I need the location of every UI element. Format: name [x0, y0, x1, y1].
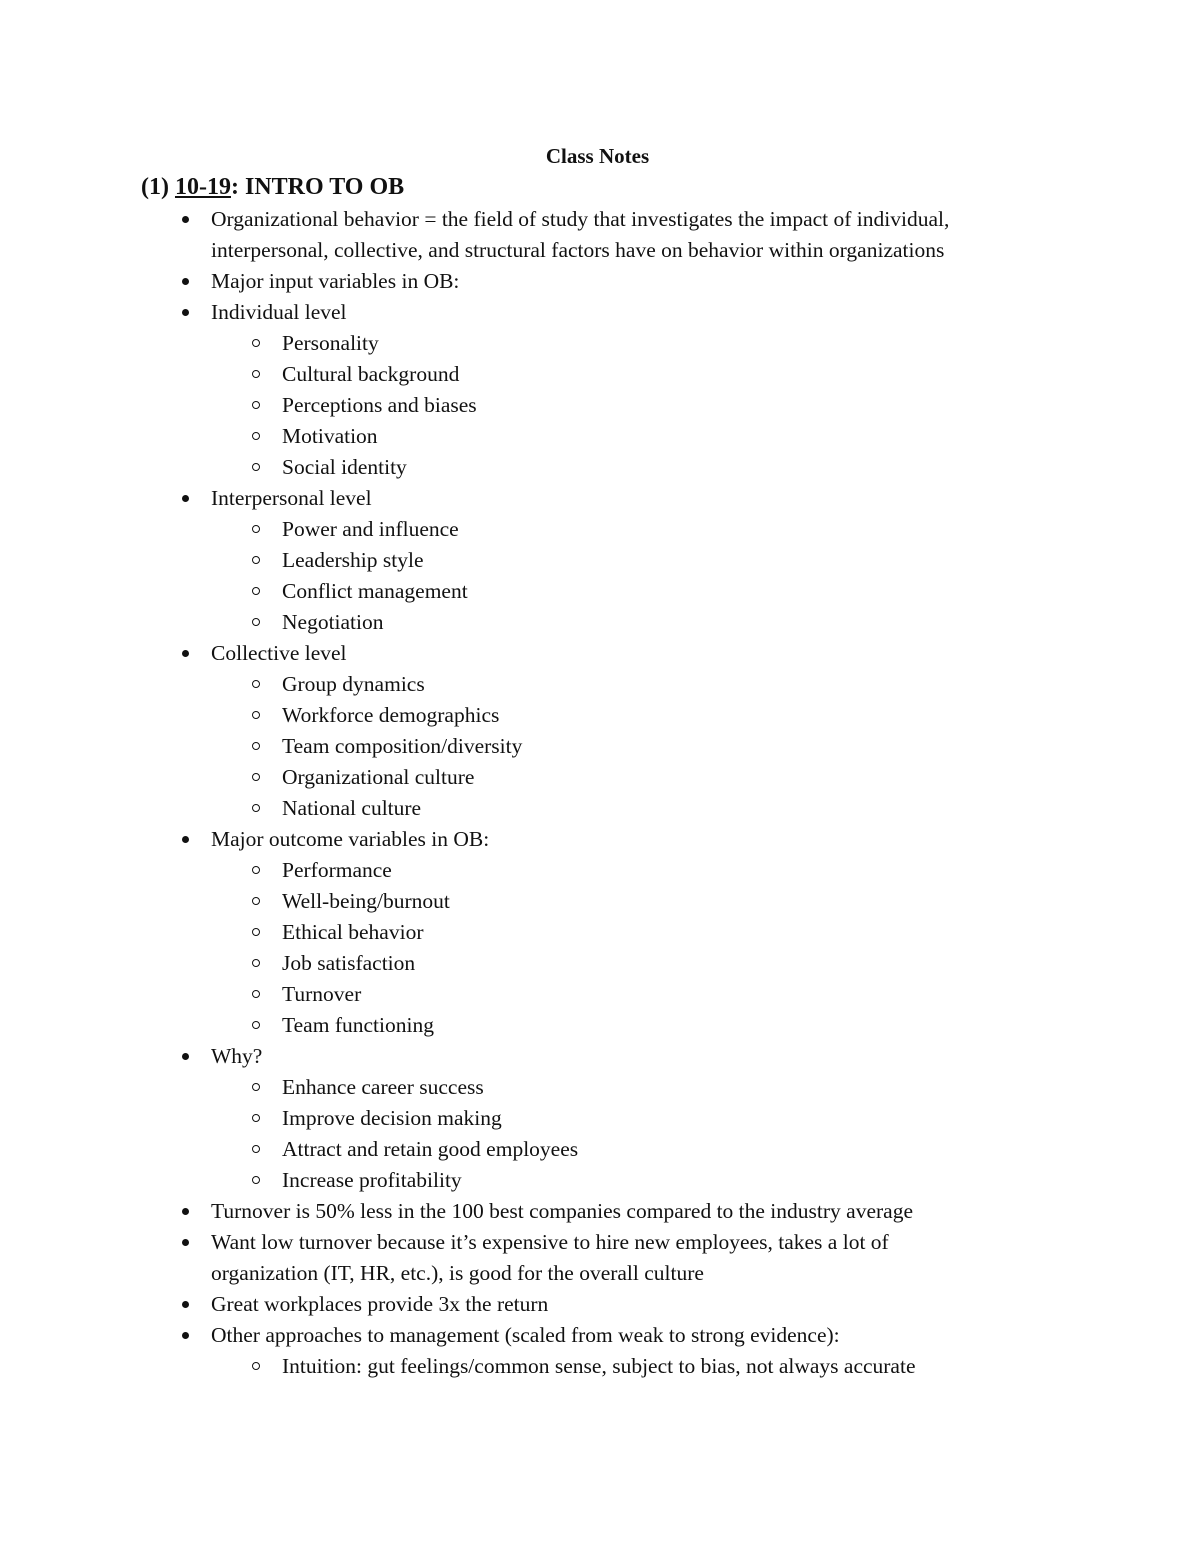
filled-bullet-icon — [175, 1196, 195, 1227]
notes-list — [0, 204, 1200, 1382]
hollow-bullet-icon — [246, 576, 266, 607]
hollow-bullet-icon — [246, 762, 266, 793]
bullet-text-line: Individual level — [211, 300, 347, 324]
bullet-item — [0, 824, 1200, 855]
hollow-bullet-icon — [246, 1134, 266, 1165]
section-heading — [141, 172, 404, 203]
sub-bullet-item — [0, 855, 1200, 886]
bullet-text-line: Power and influence — [282, 517, 459, 541]
hollow-bullet-icon — [246, 359, 266, 390]
filled-bullet-icon — [175, 1289, 195, 1320]
bullet-text-line: Attract and retain good employees — [282, 1137, 579, 1161]
sub-bullet-item — [0, 607, 1200, 638]
bullet-text-line: Personality — [282, 331, 379, 355]
bullet-text-line: Workforce demographics — [282, 703, 500, 727]
sub-bullet-item — [0, 948, 1200, 979]
hollow-bullet-icon — [246, 917, 266, 948]
sub-bullet-item — [0, 328, 1200, 359]
sub-bullet-item — [0, 1010, 1200, 1041]
bullet-item — [0, 638, 1200, 669]
bullet-text-line: Turnover — [282, 982, 362, 1006]
bullet-text-line: Group dynamics — [282, 672, 425, 696]
hollow-bullet-icon — [246, 731, 266, 762]
bullet-item — [0, 1227, 1200, 1289]
sub-bullet-item — [0, 1134, 1200, 1165]
filled-bullet-icon — [175, 1041, 195, 1072]
bullet-text-line: Well-being/burnout — [282, 889, 450, 913]
hollow-bullet-icon — [246, 886, 266, 917]
bullet-text-line: Collective level — [211, 641, 347, 665]
bullet-text-line: Ethical behavior — [282, 920, 424, 944]
sub-bullet-item — [0, 731, 1200, 762]
filled-bullet-icon — [175, 824, 195, 855]
hollow-bullet-icon — [246, 700, 266, 731]
sub-bullet-item — [0, 886, 1200, 917]
bullet-item — [0, 266, 1200, 297]
bullet-text-line: National culture — [282, 796, 422, 820]
hollow-bullet-icon — [246, 855, 266, 886]
hollow-bullet-icon — [246, 390, 266, 421]
bullet-text-line: Improve decision making — [282, 1106, 502, 1130]
hollow-bullet-icon — [246, 1072, 266, 1103]
sub-bullet-item — [0, 390, 1200, 421]
bullet-text-line: Organizational culture — [282, 765, 475, 789]
hollow-bullet-icon — [246, 545, 266, 576]
bullet-item — [0, 1041, 1200, 1072]
hollow-bullet-icon — [246, 328, 266, 359]
bullet-item — [0, 1196, 1200, 1227]
sub-bullet-item — [0, 545, 1200, 576]
bullet-text-line: Negotiation — [282, 610, 384, 634]
bullet-text-line: Job satisfaction — [282, 951, 416, 975]
sub-bullet-item — [0, 917, 1200, 948]
section-topic: : INTRO TO OB — [230, 174, 405, 200]
sub-bullet-item — [0, 452, 1200, 483]
bullet-text-line: Enhance career success — [282, 1075, 484, 1099]
filled-bullet-icon — [175, 483, 195, 514]
section-date-range: 10-19 — [174, 174, 231, 200]
sub-bullet-item — [0, 1351, 1200, 1382]
filled-bullet-icon — [175, 1227, 195, 1258]
hollow-bullet-icon — [246, 1351, 266, 1382]
document-title: Class Notes — [545, 144, 650, 168]
filled-bullet-icon — [175, 266, 195, 297]
hollow-bullet-icon — [246, 669, 266, 700]
filled-bullet-icon — [175, 297, 195, 328]
sub-bullet-item — [0, 1103, 1200, 1134]
bullet-item — [0, 1289, 1200, 1320]
bullet-text-line: Intuition: gut feelings/common sense, subject to bias, not always accurate — [282, 1354, 916, 1378]
sub-bullet-item — [0, 576, 1200, 607]
bullet-text-line: Team functioning — [282, 1013, 434, 1037]
hollow-bullet-icon — [246, 793, 266, 824]
hollow-bullet-icon — [246, 421, 266, 452]
sub-bullet-item — [0, 1072, 1200, 1103]
hollow-bullet-icon — [246, 1103, 266, 1134]
bullet-text-line: Interpersonal level — [211, 486, 372, 510]
bullet-item — [0, 483, 1200, 514]
bullet-text-line: Team composition/diversity — [282, 734, 523, 758]
hollow-bullet-icon — [246, 607, 266, 638]
bullet-text-line: Great workplaces provide 3x the return — [211, 1292, 549, 1316]
bullet-item — [0, 1320, 1200, 1351]
bullet-text-line: organization (IT, HR, etc.), is good for the overall culture — [211, 1261, 704, 1285]
sub-bullet-item — [0, 700, 1200, 731]
hollow-bullet-icon — [246, 514, 266, 545]
sub-bullet-item — [0, 421, 1200, 452]
hollow-bullet-icon — [246, 948, 266, 979]
bullet-text-line: Other approaches to management (scaled from weak to strong evidence): — [211, 1323, 840, 1347]
bullet-text-line: Want low turnover because it’s expensive to hire new employees, takes a lot of — [211, 1230, 889, 1254]
bullet-text-line: Major outcome variables in OB: — [211, 827, 490, 851]
bullet-text-line: Increase profitability — [282, 1168, 462, 1192]
bullet-text-line: Social identity — [282, 455, 407, 479]
bullet-text-line: Why? — [211, 1044, 263, 1068]
hollow-bullet-icon — [246, 452, 266, 483]
bullet-text-line: Motivation — [282, 424, 378, 448]
bullet-item — [0, 297, 1200, 328]
bullet-text-line: Turnover is 50% less in the 100 best companies compared to the industry average — [211, 1199, 913, 1223]
bullet-text-line: Perceptions and biases — [282, 393, 477, 417]
filled-bullet-icon — [175, 1320, 195, 1351]
hollow-bullet-icon — [246, 979, 266, 1010]
bullet-text-line: Conflict management — [282, 579, 468, 603]
sub-bullet-item — [0, 514, 1200, 545]
sub-bullet-item — [0, 793, 1200, 824]
bullet-item — [0, 204, 1200, 266]
sub-bullet-item — [0, 979, 1200, 1010]
filled-bullet-icon — [175, 638, 195, 669]
filled-bullet-icon — [175, 204, 195, 235]
sub-bullet-item — [0, 1165, 1200, 1196]
bullet-text-line: Performance — [282, 858, 392, 882]
sub-bullet-item — [0, 762, 1200, 793]
bullet-text-line: Cultural background — [282, 362, 460, 386]
hollow-bullet-icon — [246, 1165, 266, 1196]
bullet-text-line: Major input variables in OB: — [211, 269, 460, 293]
sub-bullet-item — [0, 669, 1200, 700]
bullet-text-line: Leadership style — [282, 548, 424, 572]
bullet-text-line: interpersonal, collective, and structural factors have on behavior within organizations — [211, 238, 945, 262]
bullet-text-line: Organizational behavior = the field of study that investigates the impact of individual, — [211, 207, 950, 231]
hollow-bullet-icon — [246, 1010, 266, 1041]
sub-bullet-item — [0, 359, 1200, 390]
section-number: (1) — [141, 174, 175, 200]
